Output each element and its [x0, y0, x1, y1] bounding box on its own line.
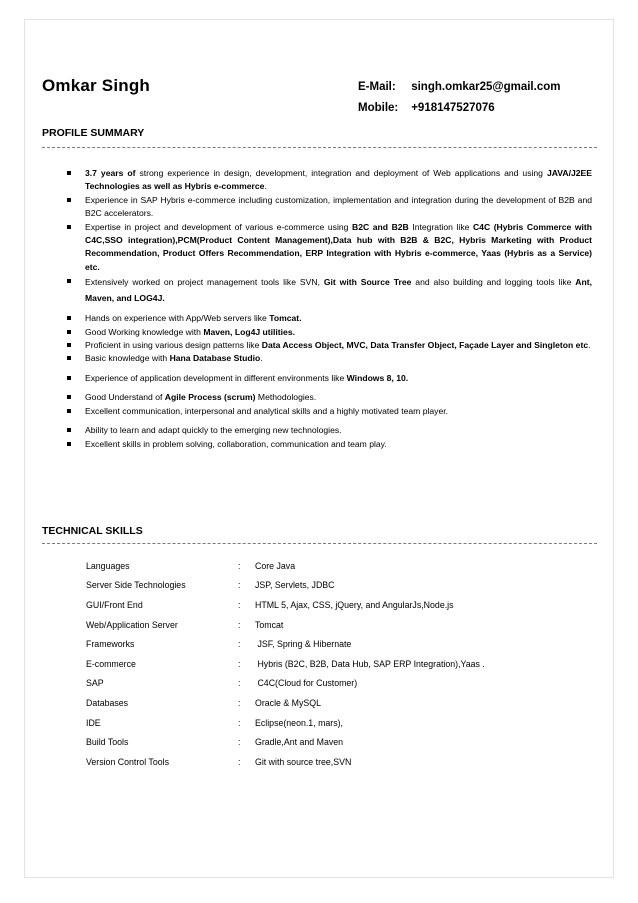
summary-item [64, 438, 592, 451]
email-line [358, 81, 560, 93]
skill-category: Build Tools [86, 737, 129, 748]
email-label: E-Mail: [358, 81, 396, 93]
summary-text: strong experience in design, development, integration and deployment of Web applications and using [135, 168, 547, 178]
summary-text: Experience in SAP Hybris e-commerce including customization, implementation and integration during the development of B2B and B2C accelerators. [85, 194, 592, 219]
skill-separator: : [238, 599, 241, 610]
skill-row [86, 576, 586, 596]
summary-text: Extensively worked on project management tools like SVN, [85, 277, 324, 288]
skill-separator: : [238, 658, 241, 669]
skill-row [86, 713, 586, 733]
skill-category: Frameworks [86, 639, 135, 650]
skill-row [86, 634, 586, 654]
summary-text: Basic knowledge with [85, 353, 170, 364]
profile-summary-heading: PROFILE SUMMARY [42, 127, 145, 139]
summary-text-bold: JAVA/J2EE Technologies as well as Hybris e-commerce [85, 168, 593, 192]
skill-separator: : [238, 639, 241, 650]
skill-value: Eclipse(neon.1, mars), [255, 717, 344, 728]
summary-text: Good Understand of [85, 392, 165, 403]
skill-separator: : [238, 580, 241, 591]
summary-text-bold: B2C and B2B [352, 221, 409, 232]
summary-item [64, 352, 592, 365]
summary-text: Excellent skills in problem solving, collaboration, communication and team play. [85, 438, 387, 449]
summary-text-bold: Ant, Maven, and LOG4J. [85, 277, 592, 304]
skill-value: Gradle,Ant and Maven [255, 737, 344, 748]
bullet-square-icon [67, 198, 71, 202]
summary-text: Good Working knowledge with [85, 326, 204, 337]
bullet-square-icon [67, 343, 71, 347]
summary-item [64, 339, 592, 352]
section-divider [42, 543, 597, 544]
bullet-square-icon [67, 225, 71, 229]
skill-value: HTML 5, Ajax, CSS, jQuery, and AngularJs,Node.js [255, 599, 454, 610]
skill-separator: : [238, 560, 241, 571]
bullet-square-icon [67, 409, 71, 413]
summary-item [64, 221, 592, 275]
bullet-square-icon [67, 395, 71, 399]
candidate-name: Omkar Singh [42, 76, 151, 95]
summary-item [64, 167, 592, 194]
bullet-square-icon [67, 279, 71, 283]
bullet-square-icon [67, 330, 71, 334]
summary-text-bold: Agile Process (scrum) [164, 392, 256, 403]
skill-value: C4C(Cloud for Customer) [255, 678, 358, 689]
skill-value: Oracle & MySQL [255, 697, 321, 708]
summary-text: . [588, 340, 591, 351]
technical-skills-table [86, 556, 586, 772]
skill-separator: : [238, 678, 241, 689]
summary-item [64, 405, 592, 418]
skill-category: Languages [86, 560, 130, 571]
skill-separator: : [238, 737, 241, 748]
bullet-square-icon [67, 316, 71, 320]
bullet-square-icon [67, 442, 71, 446]
bullet-square-icon [67, 428, 71, 432]
summary-text-bold: Git with Source Tree [323, 277, 412, 288]
skill-category: Databases [86, 697, 129, 708]
summary-text: Excellent communication, interpersonal and analytical skills and a highly motivated team player. [85, 405, 449, 416]
skill-category: SAP [86, 678, 104, 689]
summary-text-bold: Data Access Object, MVC, Data Transfer Object, Façade Layer and Singleton etc [261, 340, 589, 351]
skill-value: JSF, Spring & Hibernate [255, 639, 352, 650]
summary-text-bold: 3.7 years of [85, 168, 136, 178]
skill-row [86, 654, 586, 674]
summary-item [64, 326, 592, 339]
summary-text: Proficient in using various design patterns like [85, 340, 262, 351]
technical-skills-heading: TECHNICAL SKILLS [42, 525, 143, 537]
summary-text-bold: Maven, Log4J utilities. [203, 326, 295, 337]
summary-text: Methodologies. [255, 392, 317, 403]
summary-text: and also building and logging tools like [411, 277, 576, 288]
skill-category: Version Control Tools [86, 756, 169, 767]
summary-text: Expertise in project and development of various e-commerce using [85, 221, 352, 232]
skill-value: Core Java [255, 560, 296, 571]
summary-item [64, 194, 592, 221]
skill-category: IDE [86, 717, 101, 728]
mobile-value: +918147527076 [411, 102, 495, 114]
bullet-square-icon [67, 356, 71, 360]
skill-row [86, 674, 586, 694]
skill-category: E-commerce [86, 658, 136, 669]
email-value: singh.omkar25@gmail.com [411, 81, 561, 93]
summary-item [64, 312, 592, 325]
summary-text: . [260, 353, 263, 364]
skill-category: Server Side Technologies [86, 580, 186, 591]
summary-text: Hands on experience with App/Web servers like [85, 313, 270, 324]
skill-row [86, 752, 586, 772]
bullet-square-icon [67, 376, 71, 380]
skill-value: Hybris (B2C, B2B, Data Hub, SAP ERP Integration),Yaas . [255, 658, 485, 669]
summary-text-bold: C4C (Hybris Commerce with C4C,SSO integration),PCM(Product Content Management),Data hub with B2B & B2C, Hybris Marketing with Product Recommendation, Product Offers Recommendation, ERP Integration with Hybris e-commerce, Yaas (Hybris as a Service) etc. [85, 221, 593, 272]
summary-item [64, 274, 592, 306]
skill-separator: : [238, 619, 241, 630]
skill-row [86, 615, 586, 635]
summary-text-bold: Tomcat. [269, 313, 302, 324]
skill-value: JSP, Servlets, JDBC [255, 580, 335, 591]
mobile-line [358, 102, 495, 114]
summary-text: . [264, 181, 267, 192]
summary-text-bold: Hana Database Studio [169, 353, 261, 364]
skill-category: Web/Application Server [86, 619, 178, 630]
profile-summary-list [64, 167, 592, 451]
skill-separator: : [238, 717, 241, 728]
summary-text: Experience of application development in different environments like [85, 372, 347, 383]
summary-text: Ability to learn and adapt quickly to the emerging new technologies. [85, 425, 342, 436]
summary-item [64, 372, 592, 385]
skill-separator: : [238, 756, 241, 767]
section-divider [42, 147, 597, 148]
mobile-label: Mobile: [358, 102, 399, 114]
summary-text-bold: Windows 8, 10. [346, 372, 409, 383]
skill-row [86, 595, 586, 615]
summary-item [64, 424, 592, 437]
skill-value: Git with source tree,SVN [255, 756, 352, 767]
skill-row [86, 556, 586, 576]
skill-category: GUI/Front End [86, 599, 143, 610]
skill-row [86, 732, 586, 752]
summary-text: Integration like [408, 221, 473, 232]
bullet-square-icon [67, 171, 71, 175]
skill-row [86, 693, 586, 713]
skill-separator: : [238, 697, 241, 708]
summary-item [64, 391, 592, 404]
skill-value: Tomcat [255, 619, 284, 630]
